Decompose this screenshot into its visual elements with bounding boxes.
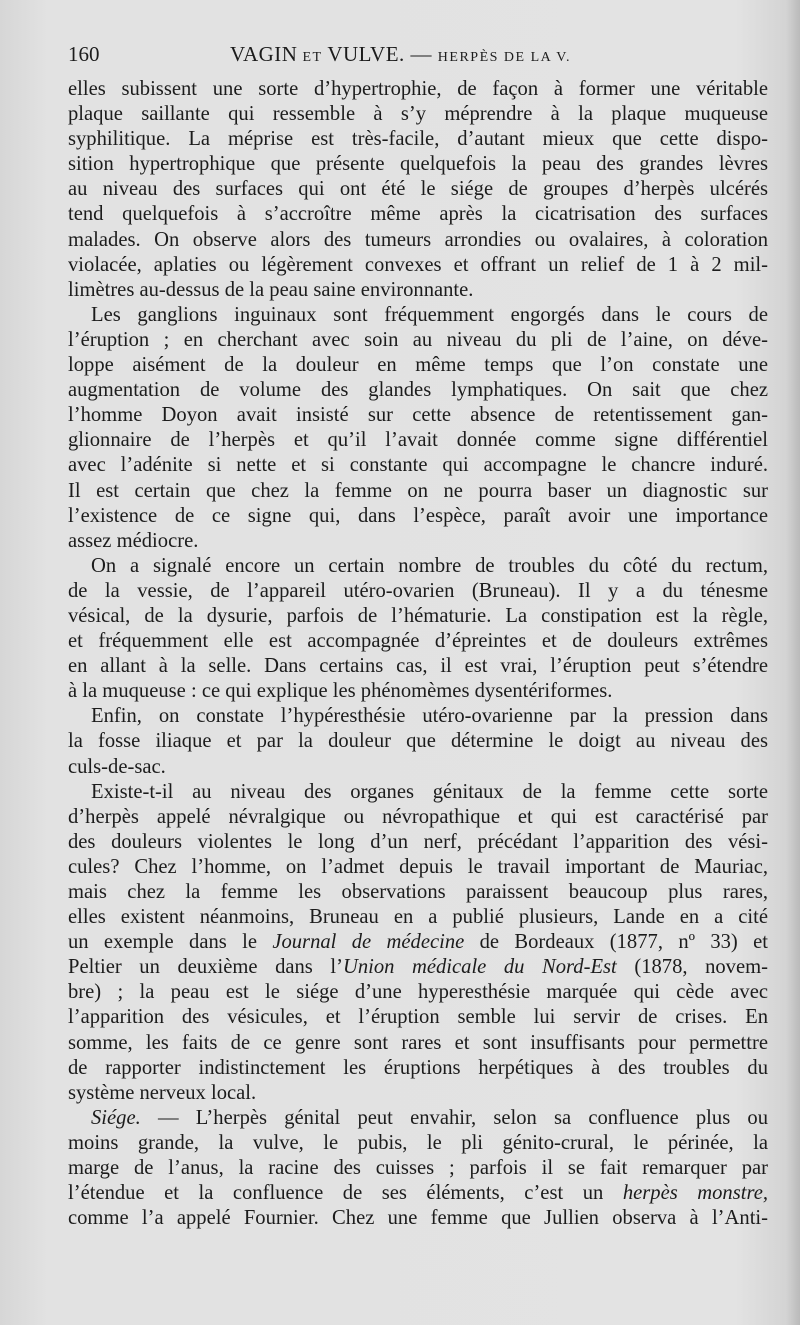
text-line: malades. On observe alors des tumeurs arrondies ou ovalaires, à coloration [68, 228, 768, 251]
text-line: comme l’a appelé Fournier. Chez une femme que Jullien observa à l’Anti- [68, 1207, 768, 1230]
text-line: l’existence de ce signe qui, dans l’espèce, paraît avoir une importance [68, 504, 768, 527]
text-line: vésical, de la dysurie, parfois de l’hématurie. La constipation est la règle, [68, 604, 768, 627]
text-line-with-citation [68, 930, 768, 955]
text-line: système nerveux local. [68, 1081, 257, 1104]
text-line: des douleurs violentes le long d’un nerf, précédant l’apparition des vési- [68, 830, 768, 853]
section-heading-siege: Siége. [91, 1106, 141, 1129]
text-segment: l’étendue et la confluence de ses éléments, c’est un [68, 1182, 623, 1205]
text-line: au niveau des surfaces qui ont été le siége de groupes d’herpès ulcérés [68, 178, 768, 201]
text-line: somme, les faits de ce genre sont rares et sont insuffisants pour permettre [68, 1031, 768, 1054]
text-segment: un exemple dans le [68, 931, 273, 954]
text-line: culs-de-sac. [68, 755, 166, 778]
paragraph-start: Existe-t-il au niveau des organes génitaux de la femme cette sorte [91, 780, 768, 803]
text-line: plaque saillante qui ressemble à s’y méprendre à la plaque muqueuse [68, 103, 768, 126]
text-line: l’homme Doyon avait insisté sur cette absence de retentissement gan- [68, 404, 768, 427]
term-herpes-monstre: herpès monstre, [622, 1182, 768, 1205]
text-line-with-citation [68, 955, 768, 980]
text-line: d’herpès appelé névralgique ou névropathique et qui est caractérisé par [68, 805, 768, 828]
text-line: elles existent néanmoins, Bruneau en a publié plusieurs, Lande en a cité [68, 906, 768, 929]
text-segment: — L’herpès génital peut envahir, selon sa confluence plus ou [140, 1106, 768, 1129]
paragraph-start [68, 1106, 768, 1131]
text-line: l’éruption ; en cherchant avec soin au niveau du pli de l’aine, on déve- [68, 328, 768, 351]
text-line: Il est certain que chez la femme on ne pourra baser un diagnostic sur [68, 479, 768, 502]
text-segment: de Bordeaux (1877, nº 33) et [464, 931, 768, 954]
running-head-conjunction: ET [297, 50, 328, 65]
page-header [68, 42, 768, 72]
text-line: et fréquemment elle est accompagnée d’épreintes et de douleurs extrêmes [68, 630, 768, 653]
text-line: la fosse iliaque et par la douleur que détermine le doigt au niveau des [68, 730, 768, 753]
text-line: à la muqueuse : ce qui explique les phénomèmes dysentériformes. [68, 680, 613, 703]
running-head [230, 42, 571, 67]
running-head-part1: VAGIN [230, 42, 298, 66]
text-line: bre) ; la peau est le siége d’une hyperesthésie marquée qui cède avec [68, 981, 768, 1004]
page-number: 160 [68, 42, 100, 66]
text-line: limètres au-dessus de la peau saine environnante. [68, 278, 474, 301]
journal-title: Union médicale du Nord-Est [342, 956, 617, 979]
text-line: marge de l’anus, la racine des cuisses ; parfois il se fait remarquer par [68, 1157, 768, 1180]
text-line: moins grande, la vulve, le pubis, le pli génito-crural, le périnée, la [68, 1131, 768, 1154]
page-edge-shadow [786, 0, 800, 1325]
paragraph-start: On a signalé encore un certain nombre de troubles du côté du rectum, [91, 554, 768, 577]
text-line: violacée, aplaties ou légèrement convexes et offrant un relief de 1 à 2 mil- [68, 253, 768, 276]
text-line: sition hypertrophique que présente quelquefois la peau des grandes lèvres [68, 153, 768, 176]
text-line: syphilitique. La méprise est très-facile, d’autant mieux que cette dispo- [68, 128, 768, 151]
paragraph-start: Les ganglions inguinaux sont fréquemment engorgés dans le cours de [91, 303, 768, 326]
running-head-part2: VULVE. — [327, 42, 438, 66]
text-line: avec l’adénite si nette et si constante qui accompagne le chancre induré. [68, 454, 768, 477]
text-line: glionnaire de l’herpès et qu’il l’avait donnée comme signe différentiel [68, 429, 768, 452]
text-line: mais chez la femme les observations paraissent beaucoup plus rares, [68, 881, 768, 903]
text-line: augmentation de volume des glandes lymphatiques. On sait que chez [68, 379, 768, 402]
text-line: l’apparition des vésicules, et l’éruption semble lui servir de crises. En [68, 1006, 768, 1029]
running-head-section: HERPÈS DE LA V. [437, 50, 572, 65]
journal-title: Journal de médecine [272, 931, 465, 954]
text-line: assez médiocre. [68, 529, 199, 552]
text-line-with-term [68, 1181, 768, 1206]
text-line: loppe aisément de la douleur en même temps que l’on constate une [68, 354, 768, 377]
text-line: de la vessie, de l’appareil utéro-ovarien (Bruneau). Il y a du ténesme [68, 579, 768, 602]
paragraph-start: Enfin, on constate l’hypéresthésie utéro-ovarienne par la pression dans [91, 705, 768, 728]
body-text [68, 77, 768, 1231]
text-segment: Peltier un deuxième dans l’ [68, 956, 343, 979]
text-line: de rapporter indistinctement les éruptions herpétiques à des troubles du [68, 1056, 768, 1079]
text-line: en allant à la selle. Dans certains cas, il est vrai, l’éruption peut s’étendre [68, 655, 768, 678]
text-line: elles subissent une sorte d’hypertrophie, de façon à former une véritable [68, 78, 768, 100]
text-line: tend quelquefois à s’accroître même après la cicatrisation des surfaces [68, 203, 768, 226]
text-segment: (1878, novem- [616, 956, 768, 979]
text-line: cules? Chez l’homme, on l’admet depuis le travail important de Mauriac, [68, 855, 768, 878]
